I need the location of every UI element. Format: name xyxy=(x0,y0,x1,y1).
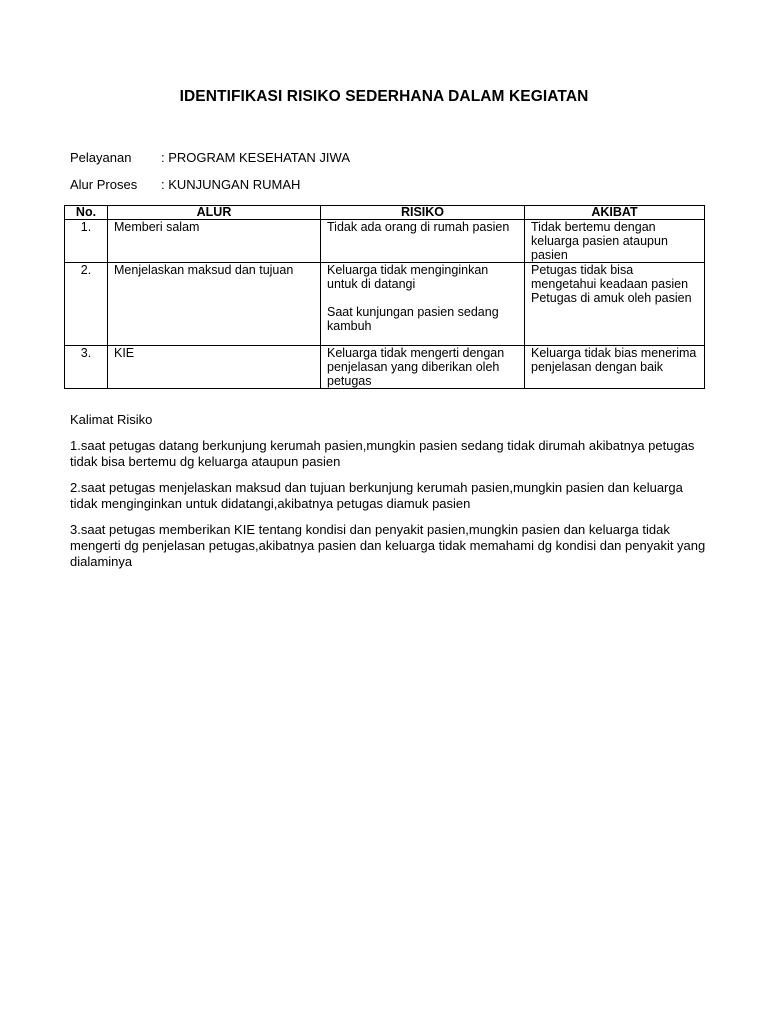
table-row xyxy=(65,346,705,389)
table-row xyxy=(65,263,705,346)
row-no: 2. xyxy=(65,263,108,346)
header-no: No. xyxy=(65,206,108,220)
row-no: 1. xyxy=(65,220,108,263)
row-no: 3. xyxy=(65,346,108,389)
kalimat-item: 1.saat petugas datang berkunjung kerumah pasien,mungkin pasien sedang tidak dirumah akibatnya petugas tidak bisa bertemu dg keluarga ataupun pasien xyxy=(70,438,695,469)
meta-row-pelayanan xyxy=(70,150,350,165)
meta-value: : PROGRAM KESEHATAN JIWA xyxy=(161,150,351,165)
meta-label: Alur Proses xyxy=(70,177,138,192)
table-header-row xyxy=(65,206,705,220)
akibat-text: Petugas di amuk oleh pasien xyxy=(531,291,692,305)
row-akibat xyxy=(525,220,705,263)
row-alur: Memberi salam xyxy=(108,220,321,263)
row-alur: Menjelaskan maksud dan tujuan xyxy=(108,263,321,346)
kalimat-item: 3.saat petugas memberikan KIE tentang kondisi dan penyakit pasien,mungkin pasien dan keluarga tidak mengerti dg penjelasan petugas,akibatnya pasien dan keluarga tidak memahami dg kondisi dan penyakit yang dialaminya xyxy=(70,522,706,569)
risiko-text: Saat kunjungan pasien sedang kambuh xyxy=(327,305,499,333)
risiko-text: Keluarga tidak menginginkan untuk di datangi xyxy=(327,263,489,291)
kalimat-risiko-section xyxy=(70,412,710,580)
meta-label: Pelayanan xyxy=(70,150,132,165)
row-akibat xyxy=(525,263,705,346)
document-title: IDENTIFIKASI RISIKO SEDERHANA DALAM KEGIATAN xyxy=(179,88,589,105)
meta-value: : KUNJUNGAN RUMAH xyxy=(161,177,301,192)
risk-table xyxy=(64,205,705,389)
akibat-text: Tidak bertemu dengan keluarga pasien ataupun pasien xyxy=(531,220,668,262)
row-alur: KIE xyxy=(108,346,321,389)
header-alur: ALUR xyxy=(108,206,321,220)
meta-row-alur-proses xyxy=(70,177,300,192)
kalimat-item: 2.saat petugas menjelaskan maksud dan tujuan berkunjung kerumah pasien,mungkin pasien dan keluarga tidak menginginkan untuk didatangi,akibatnya petugas diamuk pasien xyxy=(70,480,683,511)
row-risiko xyxy=(321,263,525,346)
header-akibat: AKIBAT xyxy=(525,206,705,220)
risiko-text: Keluarga tidak mengerti dengan penjelasan yang diberikan oleh petugas xyxy=(327,346,505,388)
risiko-text: Tidak ada orang di rumah pasien xyxy=(327,220,510,234)
row-risiko xyxy=(321,220,525,263)
row-akibat xyxy=(525,346,705,389)
kalimat-heading: Kalimat Risiko xyxy=(70,412,153,427)
table-row xyxy=(65,220,705,263)
akibat-text: Petugas tidak bisa mengetahui keadaan pasien xyxy=(531,263,689,291)
header-risiko: RISIKO xyxy=(321,206,525,220)
row-risiko xyxy=(321,346,525,389)
akibat-text: Keluarga tidak bias menerima penjelasan dengan baik xyxy=(531,346,697,374)
